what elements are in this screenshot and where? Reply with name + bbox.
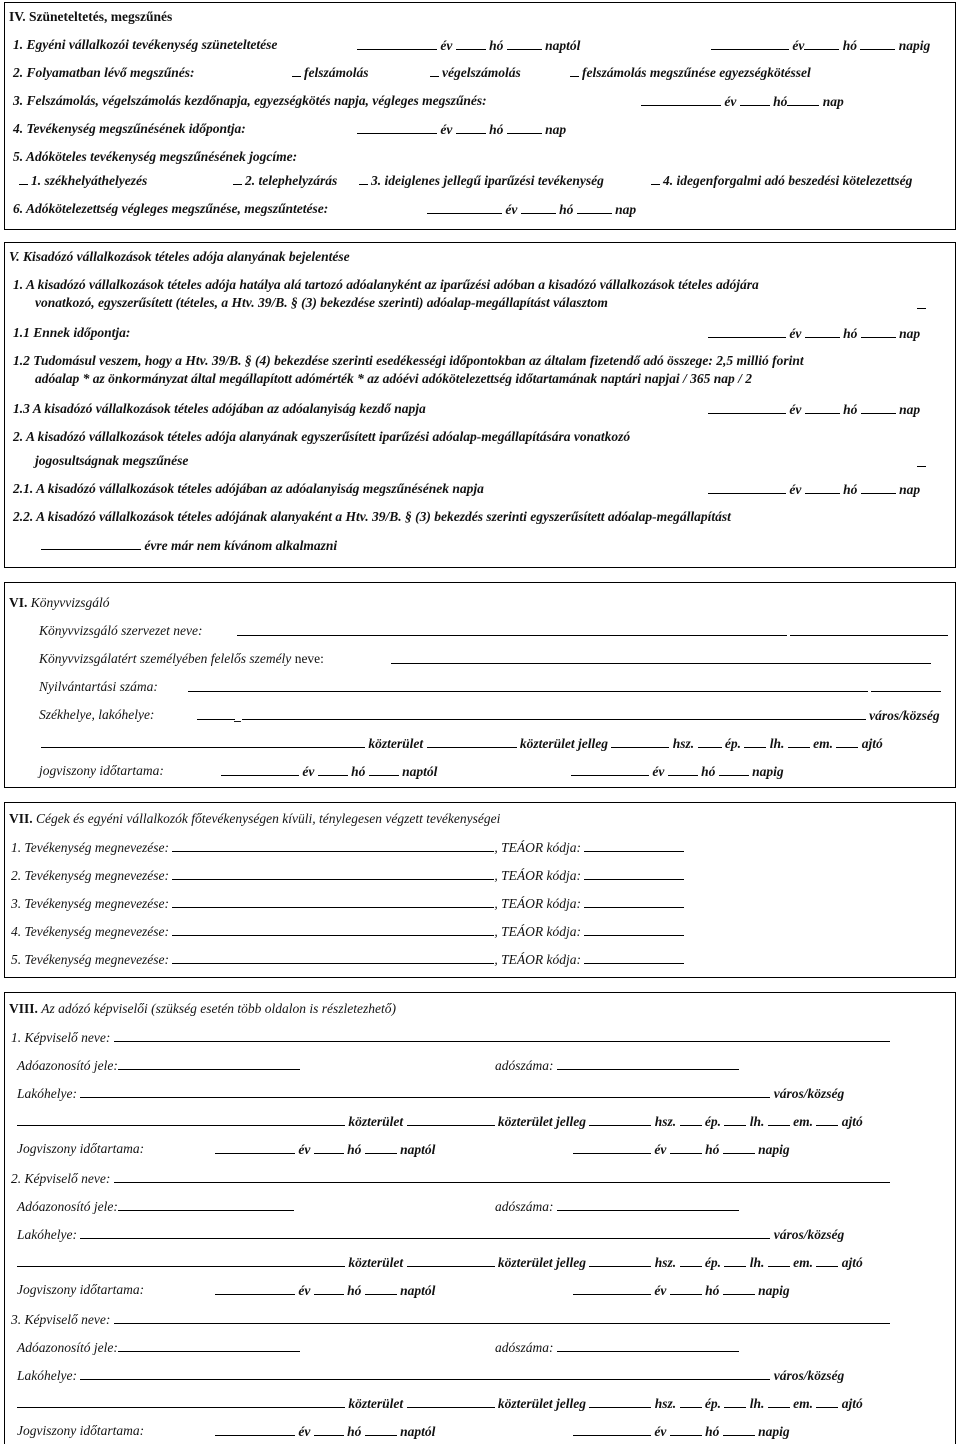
voluntary-liquidation-checkbox[interactable]: végelszámolás <box>430 65 521 81</box>
kata-p13-label: 1.3 A kisadózó vállalkozások tételes adójában az adóalanyiság kezdő napja <box>13 401 426 416</box>
rep-city-row <box>17 1226 844 1243</box>
liquidation-start-label: 3. Felszámolás, végelszámolás kezdőnapja, egyezségkötés napja, végleges megszűnés: <box>13 93 487 108</box>
activity-label: 2. Tevékenység megnevezése: <box>11 868 170 883</box>
section-v <box>4 242 956 568</box>
rep-taxnum-input[interactable] <box>557 1198 739 1211</box>
kata-p21-date[interactable]: év hó nap <box>708 481 920 498</box>
teaor-input[interactable] <box>584 895 684 908</box>
rep-name-input[interactable] <box>114 1029 890 1042</box>
rep-taxid-input[interactable] <box>118 1198 294 1211</box>
liquidation-start-date[interactable]: év hó nap <box>641 93 844 110</box>
rep-street-row[interactable]: közterület közterület jelleg hsz. ép. lh. em. ajtó <box>17 1113 863 1130</box>
rep-taxid-input[interactable] <box>118 1057 300 1070</box>
checkbox-mark[interactable] <box>359 173 368 185</box>
termination-reason-label: 5. Adóköteles tevékenység megszűnésének jogcíme: <box>13 149 298 164</box>
rep-duration-label: Jogviszony időtartama: <box>17 1141 145 1156</box>
kata-p1-line2: vonatkozó, egyszerűsített (tételes, a Htv. 39/B. § (3) bekezdése szerinti) adóalap-megállapítást választom <box>35 295 608 310</box>
rep-taxid-label: Adóazonosító jele: <box>17 1340 118 1355</box>
rep-city-suffix: város/község <box>773 1368 845 1383</box>
auditor-org-input[interactable] <box>237 623 948 640</box>
auditor-org-label: Könyvvizsgáló szervezet neve: <box>39 623 203 638</box>
activity-row <box>11 839 684 856</box>
kata-p12-line2: adóalap * az önkormányzat által megállapított adómérték * az adóévi adókötelezettség időtartamának naptári napjai / 365 nap / 2 <box>35 371 753 386</box>
activity-name-input[interactable] <box>172 839 494 852</box>
auditor-person-label: Könyvvizsgálatért személyében felelős személy neve: <box>39 651 324 666</box>
activity-row <box>11 895 684 912</box>
rep-taxnum-input[interactable] <box>557 1057 739 1070</box>
checkbox-mark[interactable] <box>570 65 579 77</box>
kata-p2-checkbox[interactable] <box>917 455 929 471</box>
rep-taxnum-input[interactable] <box>557 1339 739 1352</box>
rep-city-input[interactable] <box>80 1085 770 1098</box>
kata-p11-date[interactable]: év hó nap <box>708 325 920 342</box>
teaor-input[interactable] <box>584 923 684 936</box>
rep-city-row <box>17 1085 844 1102</box>
activity-row <box>11 867 684 884</box>
liquidation-checkbox[interactable]: felszámolás <box>292 65 369 81</box>
checkbox-mark[interactable] <box>430 65 439 77</box>
reason-option-1[interactable]: 1. székhelyáthelyezés <box>19 173 147 189</box>
rep-taxnum-label: adószáma: <box>495 1058 554 1073</box>
auditor-street-input[interactable]: közterület közterület jelleg hsz. ép. lh. em. ajtó <box>41 735 883 752</box>
rep-duration-to[interactable]: év hó napig <box>573 1141 790 1158</box>
activity-label: 1. Tevékenység megnevezése: <box>11 840 170 855</box>
auditor-duration-to[interactable]: év hó napig <box>571 763 784 780</box>
auditor-city-input[interactable]: _ város/község <box>197 707 940 724</box>
activity-name-input[interactable] <box>172 951 494 964</box>
section-viii-title: VIII. Az adózó képviselői (szükség esetén több oldalon is részletezhető) <box>9 1001 396 1016</box>
kata-choice-checkbox[interactable] <box>917 297 929 313</box>
rep-name-label: 1. Képviselő neve: <box>11 1030 111 1045</box>
section-vii <box>4 802 956 978</box>
suspension-label: 1. Egyéni vállalkozói tevékenység szüneteltetése <box>13 37 278 52</box>
activity-end-label: 4. Tevékenység megszűnésének időpontja: <box>13 121 246 136</box>
rep-street-row[interactable]: közterület közterület jelleg hsz. ép. lh. em. ajtó <box>17 1395 863 1412</box>
rep-name-label: 2. Képviselő neve: <box>11 1171 111 1186</box>
rep-duration-from[interactable]: év hó naptól <box>215 1282 435 1299</box>
kata-p2-line2: jogosultságnak megszűnése <box>35 453 189 468</box>
activity-row <box>11 951 684 968</box>
rep-city-input[interactable] <box>80 1367 770 1380</box>
teaor-input[interactable] <box>584 867 684 880</box>
settlement-checkbox[interactable]: felszámolás megszűnése egyezségkötéssel <box>570 65 811 81</box>
rep-name-input[interactable] <box>114 1311 890 1324</box>
section-iv-title: IV. Szüneteltetés, megszűnés <box>9 9 173 24</box>
checkbox-mark[interactable] <box>233 173 242 185</box>
rep-duration-label: Jogviszony időtartama: <box>17 1282 145 1297</box>
rep-city-suffix: város/község <box>773 1086 845 1101</box>
kata-p2-line1: 2. A kisadózó vállalkozások tételes adója alanyának egyszerűsített iparűzési adóalap-megállapítására vonatkozó <box>13 429 631 444</box>
rep-duration-to[interactable]: év hó napig <box>573 1282 790 1299</box>
activity-label: 3. Tevékenység megnevezése: <box>11 896 170 911</box>
checkbox-mark[interactable] <box>651 173 660 185</box>
rep-duration-to[interactable]: év hó napig <box>573 1423 790 1440</box>
rep-duration-from[interactable]: év hó naptól <box>215 1423 435 1440</box>
activity-row <box>11 923 684 940</box>
reason-option-2[interactable]: 2. telephelyzárás <box>233 173 337 189</box>
section-vii-title: VII. Cégek és egyéni vállalkozók főtevékenységen kívüli, ténylegesen végzett tevékenységei <box>9 811 501 826</box>
teaor-label: , TEÁOR kódja: <box>494 868 582 883</box>
registration-number-label: Nyilvántartási száma: <box>39 679 158 694</box>
rep-taxid-label: Adóazonosító jele: <box>17 1058 118 1073</box>
rep-taxid-input[interactable] <box>118 1339 300 1352</box>
section-vi <box>4 582 956 788</box>
activity-name-input[interactable] <box>172 867 494 880</box>
suspension-from-date[interactable]: év hó naptól <box>357 37 580 54</box>
section-iv <box>4 2 956 230</box>
kata-p1-line1: 1. A kisadózó vállalkozások tételes adója hatálya alá tartozó adóalanyként az iparűzési adóban a kisadózó vállalkozások tételes adójára <box>13 277 759 292</box>
auditor-person-input[interactable] <box>391 651 931 668</box>
rep-city-row <box>17 1367 844 1384</box>
rep-name-row <box>11 1170 890 1187</box>
rep-taxnum-label: adószáma: <box>495 1340 554 1355</box>
rep-residence-label: Lakóhelye: <box>17 1086 77 1101</box>
rep-residence-label: Lakóhelye: <box>17 1368 77 1383</box>
suspension-to-date[interactable]: év hó napig <box>711 37 930 54</box>
rep-taxid-row <box>17 1198 294 1215</box>
rep-taxid-row <box>17 1339 300 1356</box>
rep-city-suffix: város/község <box>773 1227 845 1242</box>
kata-p13-date[interactable]: év hó nap <box>708 401 920 418</box>
rep-name-input[interactable] <box>114 1170 890 1183</box>
rep-taxnum-row <box>495 1339 739 1356</box>
auditor-address-label: Székhelye, lakóhelye: <box>39 707 155 722</box>
teaor-label: , TEÁOR kódja: <box>494 840 582 855</box>
rep-name-label: 3. Képviselő neve: <box>11 1312 111 1327</box>
rep-duration-from[interactable]: év hó naptól <box>215 1141 435 1158</box>
auditor-duration-label: jogviszony időtartama: <box>39 763 164 778</box>
checkbox-mark[interactable] <box>292 65 301 77</box>
rep-duration-label: Jogviszony időtartama: <box>17 1423 145 1438</box>
kata-p21-label: 2.1. A kisadózó vállalkozások tételes adójában az adóalanyiság megszűnésének napja <box>13 481 484 496</box>
checkbox-mark[interactable] <box>19 173 28 185</box>
activity-name-input[interactable] <box>172 895 494 908</box>
rep-taxnum-row <box>495 1198 739 1215</box>
kata-p11-label: 1.1 Ennek időpontja: <box>13 325 131 340</box>
rep-taxid-row <box>17 1057 300 1074</box>
final-termination-date[interactable]: év hó nap <box>427 201 636 218</box>
final-termination-label: 6. Adókötelezettség végleges megszűnése, megszűntetése: <box>13 201 329 216</box>
teaor-input[interactable] <box>584 839 684 852</box>
teaor-label: , TEÁOR kódja: <box>494 952 582 967</box>
rep-name-row <box>11 1311 890 1328</box>
kata-p22-line1: 2.2. A kisadózó vállalkozások tételes adójának alanyaként a Htv. 39/B. § (3) bekezdés szerinti egyszerűsített adóalap-megállapítást <box>13 509 731 524</box>
teaor-input[interactable] <box>584 951 684 964</box>
activity-label: 5. Tevékenység megnevezése: <box>11 952 170 967</box>
teaor-label: , TEÁOR kódja: <box>494 896 582 911</box>
kata-p12-line1: 1.2 Tudomásul veszem, hogy a Htv. 39/B. § (4) bekezdése szerinti esedékességi időpontokban az általam fizetendő adó összege: 2,5 millió forint <box>13 353 804 368</box>
teaor-label: , TEÁOR kódja: <box>494 924 582 939</box>
auditor-duration-from[interactable]: év hó naptól <box>221 763 437 780</box>
ongoing-termination-label: 2. Folyamatban lévő megszűnés: <box>13 65 195 80</box>
activity-label: 4. Tevékenység megnevezése: <box>11 924 170 939</box>
rep-city-input[interactable] <box>80 1226 770 1239</box>
kata-p22-year[interactable]: évre már nem kívánom alkalmazni <box>41 537 337 554</box>
section-viii <box>4 992 956 1444</box>
activity-name-input[interactable] <box>172 923 494 936</box>
rep-street-row[interactable]: közterület közterület jelleg hsz. ép. lh. em. ajtó <box>17 1254 863 1271</box>
rep-residence-label: Lakóhelye: <box>17 1227 77 1242</box>
activity-end-date[interactable]: év hó nap <box>357 121 566 138</box>
reason-option-4[interactable]: 4. idegenforgalmi adó beszedési kötelezettség <box>651 173 912 189</box>
registration-number-input[interactable] <box>188 679 941 696</box>
section-v-title: V. Kisadózó vállalkozások tételes adója alanyának bejelentése <box>9 249 350 264</box>
rep-taxnum-row <box>495 1057 739 1074</box>
section-vi-title: VI. Könyvvizsgáló <box>9 595 110 610</box>
rep-taxid-label: Adóazonosító jele: <box>17 1199 118 1214</box>
rep-taxnum-label: adószáma: <box>495 1199 554 1214</box>
rep-name-row <box>11 1029 890 1046</box>
reason-option-3[interactable]: 3. ideiglenes jellegű iparűzési tevékenység <box>359 173 604 189</box>
